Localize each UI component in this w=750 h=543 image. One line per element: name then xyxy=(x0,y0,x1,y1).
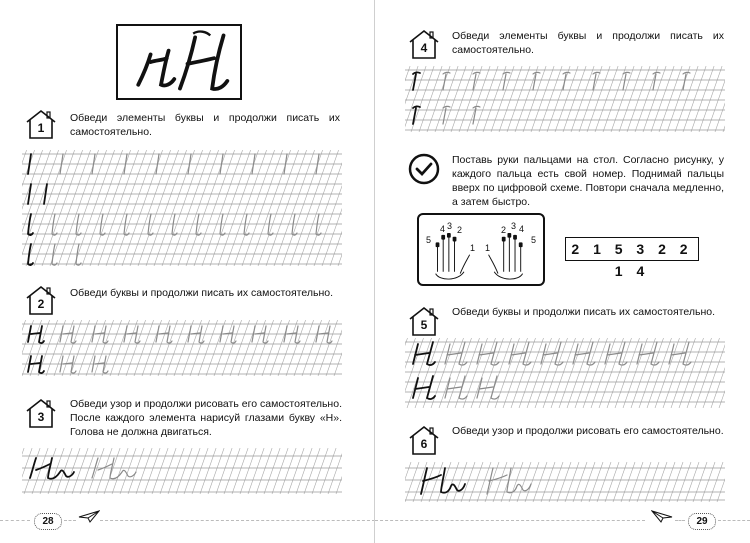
letter-sample-box xyxy=(116,24,242,100)
writing-ruling xyxy=(405,338,725,408)
writing-ruling xyxy=(22,150,342,266)
page-number: 28 xyxy=(34,513,62,530)
task-number: 5 xyxy=(420,318,428,332)
finger-number: 2 xyxy=(501,225,507,235)
finger-number: 3 xyxy=(447,221,453,231)
footer-dots xyxy=(675,520,685,521)
task-instruction: Поставь руки пальцами на стол. Согласно рисунку, у каждого пальца есть свой номер. Поднимай пальцы вверх по цифровой схеме. Повтори сначала медленно, а затем быстро. xyxy=(452,154,724,208)
finger-number: 2 xyxy=(457,225,463,235)
cursive-letter-sample xyxy=(118,26,240,98)
task-house-icon xyxy=(408,28,440,60)
task-instruction: Обведи узор и продолжи рисовать его самостоятельно. xyxy=(452,425,724,437)
task-house-icon xyxy=(25,397,57,429)
finger-number: 4 xyxy=(519,224,525,234)
paper-plane-icon xyxy=(78,509,100,523)
finger-number: 4 xyxy=(440,224,446,234)
task-instruction: Обведи элементы буквы и продолжи писать их самостоятельно. xyxy=(70,112,340,138)
footer-dots xyxy=(718,520,750,521)
writing-ruling xyxy=(22,448,342,494)
task-house-icon xyxy=(408,305,440,337)
footer-dots xyxy=(100,520,375,521)
finger-sequence: 2 1 5 3 2 2 1 4 xyxy=(565,237,699,261)
task-number: 2 xyxy=(37,297,45,311)
task-number: 6 xyxy=(420,437,428,451)
page-number: 29 xyxy=(688,513,716,530)
finger-number: 3 xyxy=(511,221,517,231)
footer-dots xyxy=(0,520,30,521)
task-number: 1 xyxy=(37,121,45,135)
paper-plane-icon xyxy=(651,509,673,523)
task-instruction: Обведи элементы буквы и продолжи писать их самостоятельно. xyxy=(452,30,724,56)
footer-dots xyxy=(375,520,645,521)
task-instruction: Обведи буквы и продолжи писать их самостоятельно. xyxy=(70,287,334,299)
task-house-icon xyxy=(25,108,57,140)
writing-ruling xyxy=(22,320,342,376)
finger-number: 5 xyxy=(531,235,537,245)
writing-ruling xyxy=(405,66,725,132)
task-house-icon xyxy=(25,284,57,316)
task-house-icon xyxy=(408,424,440,456)
finger-number: 1 xyxy=(470,243,476,253)
check-circle-icon xyxy=(408,153,440,185)
task-number: 4 xyxy=(420,41,428,55)
finger-number: 1 xyxy=(485,243,491,253)
task-number: 3 xyxy=(37,410,45,424)
finger-number: 5 xyxy=(426,235,432,245)
hands-diagram xyxy=(417,213,545,286)
footer-dots xyxy=(64,520,76,521)
task-instruction: Обведи буквы и продолжи писать их самостоятельно. xyxy=(452,306,716,318)
task-instruction: Обведи узор и продолжи рисовать его самостоятельно. После каждого элемента нарисуй глазами букву «Н». Голова не должна двигаться. xyxy=(70,398,342,438)
writing-ruling xyxy=(405,462,725,502)
